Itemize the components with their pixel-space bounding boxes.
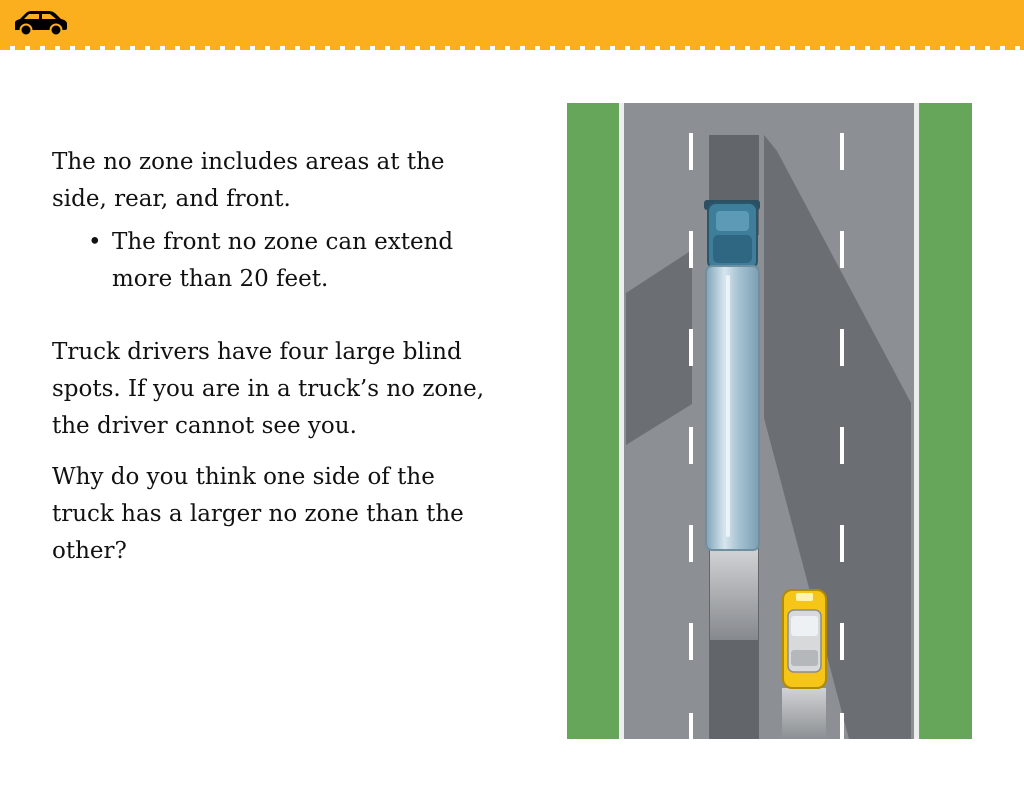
left-grass	[567, 103, 619, 739]
left-road-edge	[619, 103, 624, 739]
bullet-text: The front no zone can extend more than 20 feet.	[112, 229, 454, 292]
truck	[704, 200, 760, 550]
bullet-item	[88, 224, 488, 298]
truck-no-zone-illustration	[567, 103, 972, 739]
top-banner	[0, 0, 1024, 46]
slide-text	[52, 144, 532, 570]
yellow-car	[783, 590, 826, 688]
bullet-marker: •	[88, 229, 102, 255]
car-rear-shadow	[782, 688, 826, 739]
no-zone-intro-paragraph: The no zone includes areas at the side, rear, and front.	[52, 149, 445, 212]
banner-dashed-edge	[0, 46, 1024, 50]
right-grass	[920, 103, 972, 739]
question-paragraph: Why do you think one side of the truck has a larger no zone than the other?	[52, 464, 464, 564]
truck-rear-shadow	[710, 545, 758, 640]
car-icon	[11, 9, 69, 37]
right-road-edge	[914, 103, 919, 739]
bullet-list	[52, 224, 488, 298]
blind-spots-paragraph: Truck drivers have four large blind spots. If you are in a truck’s no zone, the driver cannot see you.	[52, 339, 485, 439]
